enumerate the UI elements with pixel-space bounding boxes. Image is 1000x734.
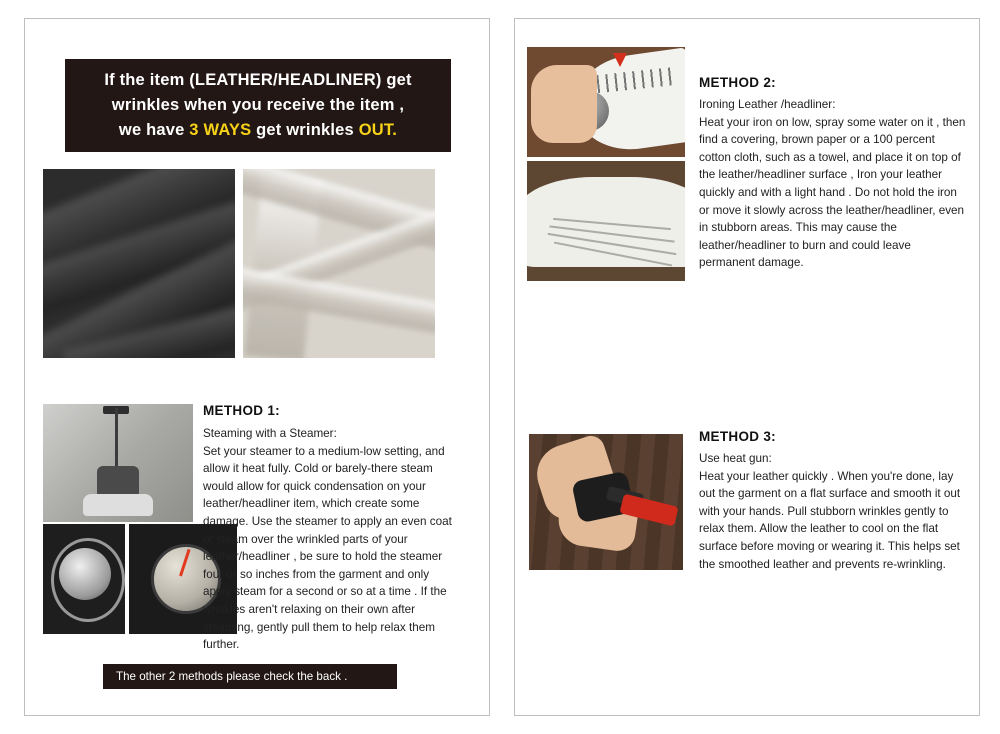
- method-3-text-block: [699, 429, 967, 573]
- banner-line-3: [119, 118, 397, 143]
- method-1-text-block: [203, 403, 457, 654]
- steamer-base-shape: [83, 494, 153, 516]
- nozzle-shape: [59, 548, 111, 600]
- method-1-subtitle: Steaming with a Steamer:: [203, 427, 337, 440]
- banner-line-1: If the item (LEATHER/HEADLINER) get: [104, 71, 412, 89]
- banner-highlight-out: OUT.: [358, 121, 398, 139]
- banner-line-2: wrinkles when you receive the item ,: [111, 96, 405, 114]
- left-panel: [24, 18, 490, 716]
- steamer-photo: [43, 404, 193, 522]
- method-1-body: Set your steamer to a medium-low setting, and allow it heat fully. Cold or barely-there steam would allow for quick condensation on your leather/headliner item, which create some damage. Use the steamer to apply an even coat of steam over the wrinkled parts of your leather/headliner , be sure to hold the steamer four or so inches from the garment and only apply steam for a second or so at a time . If the wrinkles aren't relaxing on their own after steaming, gently pull them to help relax them further.: [203, 444, 452, 652]
- covering-cloth-photo: [527, 161, 685, 281]
- method-2-text-block: [699, 75, 967, 272]
- iron-dial-pointer-shape: [613, 53, 627, 67]
- method-2-subtitle: Ironing Leather /headliner:: [699, 98, 836, 111]
- method-1-heading: METHOD 1:: [203, 403, 280, 418]
- steamer-body-shape: [97, 466, 139, 496]
- heat-gun-photo: [529, 434, 683, 570]
- banner-line-3-part-1: we have: [118, 121, 190, 139]
- steamer-pole-shape: [115, 408, 118, 470]
- light-leather-photo: [243, 169, 435, 358]
- method-3-heading: METHOD 3:: [699, 429, 776, 444]
- method-2-body: Heat your iron on low, spray some water on it , then find a covering, brown paper or a 100 percent cotton cloth, such as a towel, and place it on top of the leather/headliner surface , Iron your leather quickly and with a light hand . Do not hold the iron or move it slowly across the leather/headliner, even in stubborn areas. This may cause the leather/headliner to burn and could leave permanent damage.: [699, 115, 966, 270]
- method-3-subtitle: Use heat gun:: [699, 452, 772, 465]
- footer-note: The other 2 methods please check the back .: [103, 664, 397, 689]
- dark-leather-photo: [43, 169, 235, 358]
- iron-dial-photo: [527, 47, 685, 157]
- banner-line-3-part-2: get wrinkles: [251, 121, 359, 139]
- hand-shape: [531, 65, 597, 143]
- method-3-body: Heat your leather quickly . When you're done, lay out the garment on a flat surface and smooth it out with your hands. Pull stubborn wrinkles gently to relax them. Allow the leather to cool on the flat surface before moving or wearing it. This helps set the smoothed leather and prevents re-wrinkling.: [699, 469, 961, 571]
- header-banner: [65, 59, 451, 152]
- banner-highlight-3-ways: 3 WAYS: [189, 121, 252, 139]
- steamer-nozzle-photo: [43, 524, 125, 634]
- method-2-heading: METHOD 2:: [699, 75, 776, 90]
- right-panel: [514, 18, 980, 716]
